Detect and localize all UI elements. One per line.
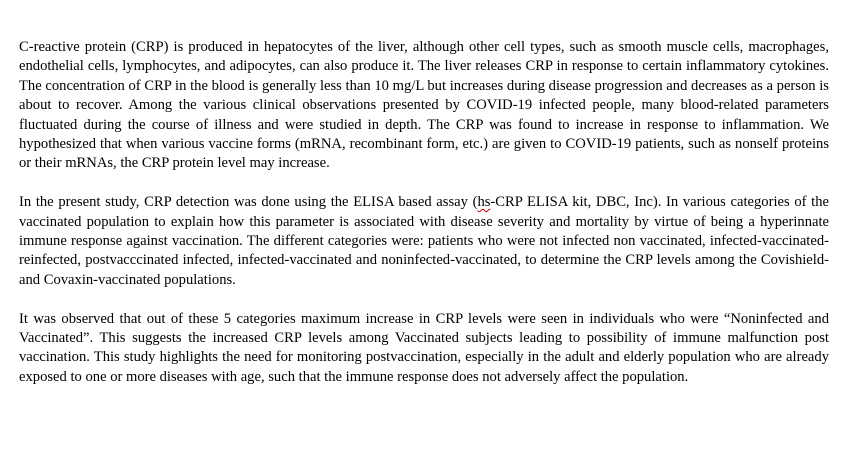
paragraph-spacer [19, 174, 829, 193]
paragraph-spacer [19, 290, 829, 309]
paragraph-study-method [19, 193, 829, 290]
spellcheck-flagged-word[interactable]: hs [477, 194, 491, 211]
paragraph-crp-background: C-reactive protein (CRP) is produced in hepatocytes of the liver, although other cell types, such as smooth muscle cells, macrophages, endothelial cells, lymphocytes, and adipocytes, can also produce it. The liver releases CRP in response to certain inflammatory cytokines. The concentration of CRP in the blood is generally less than 10 mg/L but increases during disease progression and decreases as a person is about to recover. Among the various clinical observations presented by COVID-19 infected people, many blood-related parameters fluctuated during the course of illness and were studied in depth. The CRP was found to increase in response to inflammation. We hypothesized that when various vaccine forms (mRNA, recombinant form, etc.) are given to COVID-19 patients, such as nonself proteins or their mRNAs, the CRP protein level may increase. [19, 39, 829, 172]
paragraph-study-method-text-end: -CRP ELISA kit, DBC, Inc). In various categories of the vaccinated population to explain how this parameter is associated with disease severity and mortality by virtue of being a hyperinnate immune response against vaccination. The different categories were: patients who were not infected non vaccinated, infected-vaccinated-reinfected, postvacccinated infected, infected-vaccinated and noninfected-vaccinated, to determine the CRP levels among the Covishield- and Covaxin-vaccinated populations. [19, 194, 829, 288]
paragraph-study-method-text-start: In the present study, CRP detection was done using the ELISA based assay ( [19, 194, 478, 211]
paragraph-findings: It was observed that out of these 5 categories maximum increase in CRP levels were seen in individuals who were “Noninfected and Vaccinated”. This suggests the increased CRP levels among Vaccinated subjects leading to possibility of immune malfunction post vaccination. This study highlights the need for monitoring postvaccination, especially in the adult and elderly population who are already exposed to one or more diseases with age, such that the immune response does not adversely affect the population. [19, 310, 829, 385]
document-body[interactable] [19, 38, 829, 387]
